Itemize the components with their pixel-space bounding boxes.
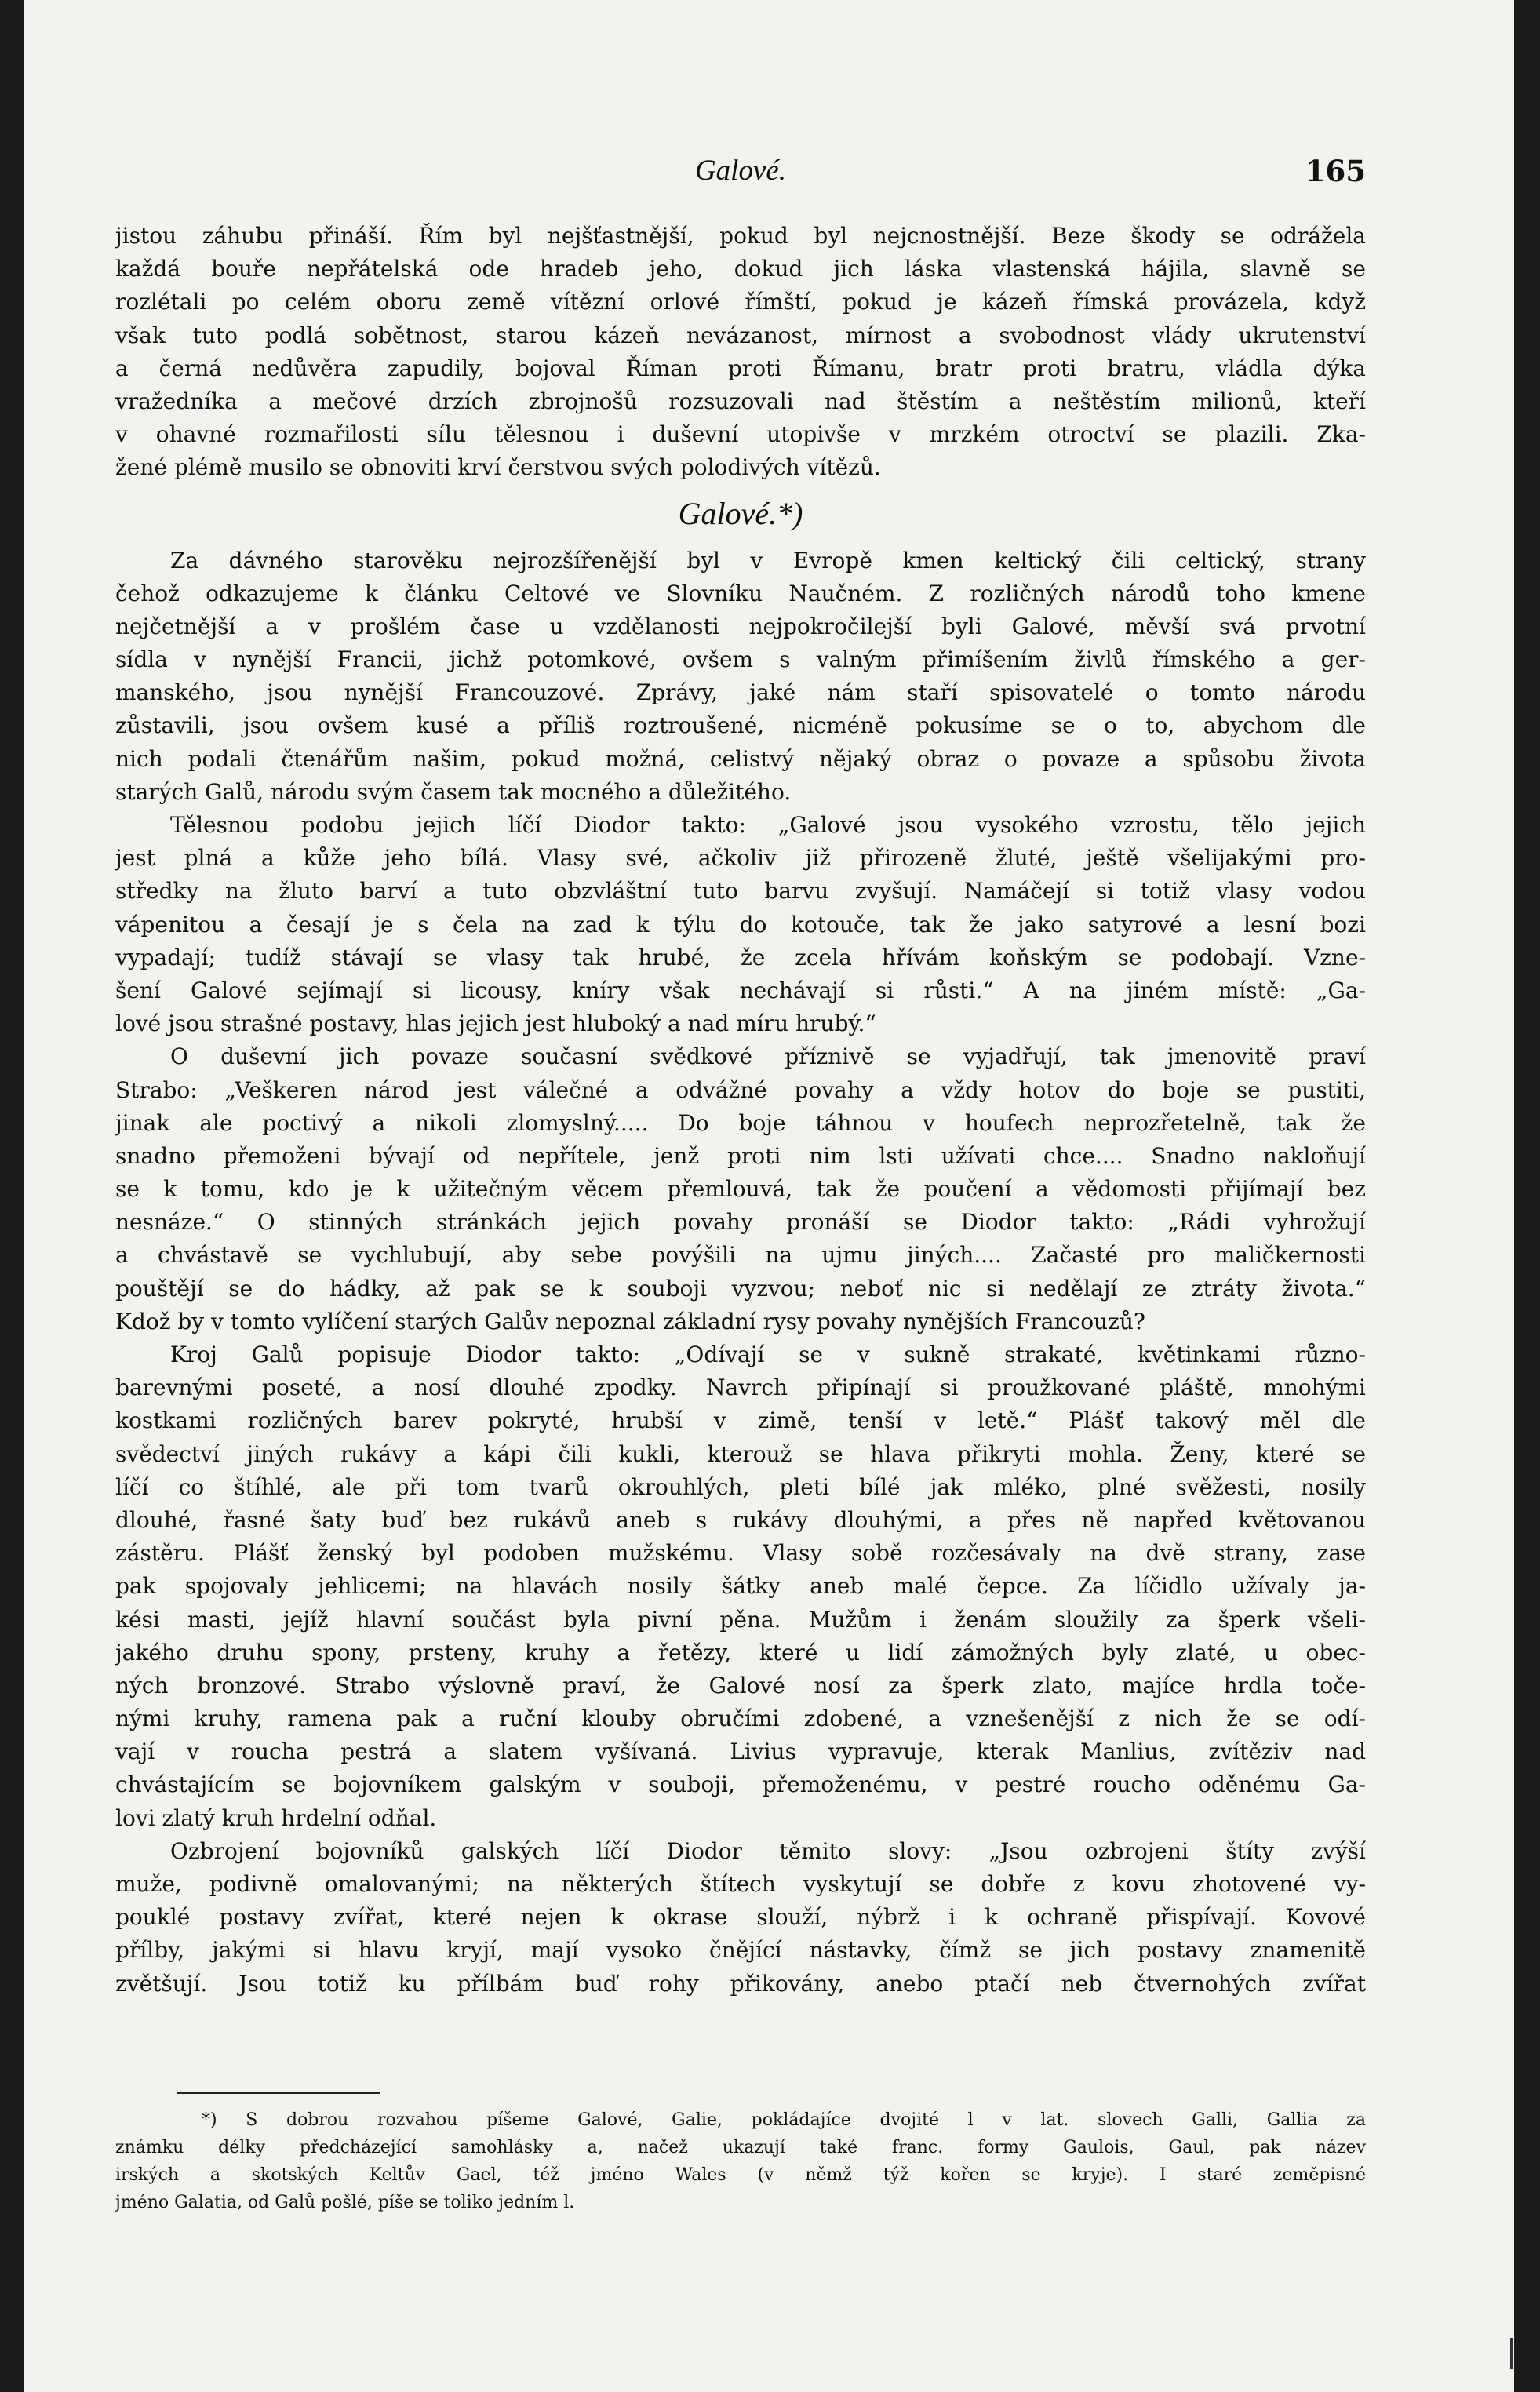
text-line: nejčetnější a v prošlém čase u vzdělanosti nejpokročilejší byli Galové, měvší svá prvotní [115, 613, 1366, 639]
text-line: Tělesnou podobu jejich líčí Diodor takto: „Galové jsou vysokého vzrostu, tělo jejich [170, 812, 1366, 838]
text-line: jinak ale poctivý a nikoli zlomyslný..... Do boje táhnou v houfech neprozřetelně, tak že [115, 1109, 1366, 1136]
scan-edge-mark [1510, 2338, 1513, 2369]
paragraph [115, 1338, 1366, 1835]
text-line: nesnáze.“ O stinných stránkách jejich povahy pronáší se Diodor takto: „Rádi vyhrožují [115, 1209, 1366, 1236]
page-number: 165 [1305, 154, 1366, 188]
paragraph [115, 1835, 1366, 2001]
text-line: snadno přemoženi bývají od nepřítele, jenž proti nim lsti užívati chce.... Snadno nakloňují [115, 1142, 1366, 1169]
text-line: manského, jsou nynější Francouzové. Zprávy, jaké nám staří spisovatelé o tomto národu [115, 679, 1366, 706]
text-line: vražedníka a mečové drzích zbrojnošů rozsuzovali nad štěstím a neštěstím milionů, kteří [115, 388, 1366, 414]
text-line: lové jsou strašné postavy, hlas jejich jest hluboký a nad míru hrubý.“ [115, 1010, 876, 1037]
text-line: rozlétali po celém oboru země vítězní orlové římští, pokud je kázeň římská provázela, když [115, 289, 1366, 315]
text-line: každá bouře nepřátelská ode hradeb jeho, dokud jich láska vlastenská hájila, slavně se [115, 256, 1366, 282]
text-line: barevnými poseté, a nosí dlouhé zpodky. Navrch připínají si proužkované pláště, mnohými [115, 1374, 1366, 1401]
text-line: lovi zlatý kruh hrdelní odňal. [115, 1804, 437, 1831]
text-line: pouklé postavy zvířat, které nejen k okrase slouží, nýbrž i k ochraně přispívají. Kovové [115, 1904, 1366, 1931]
text-line: svědectví jiných rukávy a kápi čili kukli, kterouž se hlava přikryti mohla. Ženy, které se [115, 1440, 1366, 1467]
text-line: však tuto podlá sobětnost, starou kázeň nevázanost, mírnost a svobodnost vlády ukrutenství [115, 322, 1366, 348]
text-line: zástěru. Plášť ženský byl podoben mužskému. Vlasy sobě rozčesávaly na dvě strany, zase [115, 1540, 1366, 1567]
book-page [24, 0, 1514, 2392]
footnote-line: jméno Galatia, od Galů pošlé, píše se toliko jedním l. [115, 2193, 575, 2212]
text-line: líčí co štíhlé, ale při tom tvarů okrouhlých, pleti bílé jak mléko, plné svěžesti, nosily [115, 1473, 1366, 1500]
running-title: Galové. [694, 155, 787, 187]
text-line: šení Galové sejímají si licousy, kníry však nechávají si růsti.“ A na jiném místě: „Ga- [115, 977, 1366, 1003]
text-line: starých Galů, národu svým časem tak mocného a důležitého. [115, 778, 792, 805]
text-line: Strabo: „Veškeren národ jest válečné a odvážné povahy a vždy hotov do boje se pustiti, [115, 1076, 1366, 1103]
section-heading: Galové.*) [678, 495, 803, 531]
text-line: se k tomu, kdo je k užitečným věcem přemlouvá, tak že poučení a vědomosti přijímají bez [115, 1176, 1366, 1203]
text-line: Kdož by v tomto vylíčení starých Galův nepoznal základní rysy povahy nynějších Francouzů? [115, 1308, 1145, 1334]
text-line: kostkami rozličných barev pokryté, hrubší v zimě, tenší v letě.“ Plášť takový měl dle [115, 1407, 1366, 1434]
text-line: vají v roucha pestrá a slatem vyšívaná. Livius vypravuje, kterak Manlius, zvítěziv nad [115, 1738, 1366, 1765]
footnote-line: irských a skotských Keltův Gael, též jméno Wales (v němž týž kořen se kryje). I staré zeměpisné [115, 2165, 1366, 2185]
text-line: jest plná a kůže jeho bílá. Vlasy své, ačkoliv již přirozeně žluté, ještě všelijakými pro- [115, 845, 1366, 872]
text-line: pak spojovaly jehlicemi; na hlavách nosily šátky aneb malé čepce. Za líčidlo užívaly ja- [115, 1573, 1366, 1600]
text-line: zůstavili, jsou ovšem kusé a příliš roztroušené, nicméně pokusíme se o to, abychom dle [115, 712, 1366, 739]
text-line: Ozbrojení bojovníků galských líčí Diodor těmito slovy: „Jsou ozbrojeni štíty zvýší [170, 1837, 1366, 1864]
text-line: Za dávného starověku nejrozšířenější byl v Evropě kmen keltický čili celtický, strany [170, 547, 1366, 573]
text-line: žené plémě musilo se obnoviti krví čerstvou svých polodivých vítězů. [115, 454, 881, 481]
footnote-rule [177, 2092, 380, 2094]
text-line: chvástajícím se bojovníkem galským v souboji, přemoženému, v pestré roucho oděnému Ga- [115, 1771, 1366, 1798]
paragraph [115, 1040, 1366, 1338]
text-line: čehož odkazujeme k článku Celtové ve Slovníku Naučném. Z rozličných národů toho kmene [115, 580, 1366, 606]
page-header [115, 154, 1366, 193]
text-line: Kroj Galů popisuje Diodor takto: „Odívají se v sukně strakaté, květinkami různo- [170, 1342, 1366, 1367]
body-text [115, 220, 1366, 2001]
text-line: a černá nedůvěra zapudily, bojoval Říman proti Římanu, bratr proti bratru, vládla dýka [115, 355, 1366, 381]
text-line: vápenitou a česají je s čela na zad k týlu do kotouče, tak že jako satyrové a lesní bozi [115, 911, 1366, 938]
text-line: kési masti, jejíž hlavní součást byla pivní pěna. Mužům i ženám sloužily za šperk všeli- [115, 1606, 1366, 1633]
text-line: přílby, jakými si hlavu kryjí, mají vysoko čnějící nástavky, čímž se jich postavy znamenitě [115, 1937, 1366, 1964]
intro-paragraph [115, 220, 1366, 485]
text-line: muže, podivně omalovanými; na některých štítech vyskytují se dobře z kovu zhotovené vy- [115, 1871, 1366, 1897]
text-line: vypadají; tudíž stávají se vlasy tak hrubé, že zcela hřívám koňským se podobají. Vzne- [115, 944, 1366, 970]
paragraph [115, 544, 1366, 810]
footnotes [115, 2106, 1366, 2216]
text-line: ných bronzové. Strabo výslovně praví, že Galové nosí za šperk zlato, majíce hrdla toče- [115, 1672, 1366, 1698]
footnote-line: *) S dobrou rozvahou píšeme Galové, Galie, pokládajíce dvojité l v lat. slovech Galli, Gallia za [202, 2110, 1366, 2130]
paragraph [115, 809, 1366, 1040]
text-line: nými kruhy, ramena pak a ruční klouby obručími zdobené, a vznešenější z nich že se odí- [115, 1706, 1366, 1732]
text-line: sídla v nynější Francii, jichž potomkové, ovšem s valným přimíšením živlů římského a ger- [115, 646, 1366, 673]
text-line: dlouhé, řasné šaty buď bez rukávů aneb s rukávy dlouhými, a přes ně napřed květovanou [115, 1506, 1366, 1533]
text-line: zvětšují. Jsou totiž ku přílbám buď rohy přikovány, anebo ptačí neb čtvernohých zvířat [115, 1970, 1366, 1997]
text-line: jistou záhubu přináší. Řím byl nejšťastnější, pokud byl nejcnostnější. Beze škody se odrážela [115, 223, 1366, 249]
text-line: O duševní jich povaze současní svědkové příznivě se vyjadřují, tak jmenovitě praví [170, 1043, 1366, 1070]
text-line: středky na žluto barví a tuto obzvláštní tuto barvu zvyšují. Namáčejí si totiž vlasy vodou [115, 878, 1366, 905]
text-line: nich podali čtenářům našim, pokud možná, celistvý nějaký obraz o povaze a spůsobu života [115, 745, 1366, 772]
text-line: pouštějí se do hádky, až pak se k souboji vyzvou; neboť nic si nedělají ze ztráty života.“ [115, 1275, 1366, 1302]
footnote-line: známku délky předcházející samohlásky a, načež ukazují také franc. formy Gaulois, Gaul, pak název [115, 2138, 1366, 2157]
text-line: jakého druhu spony, prsteny, kruhy a řetězy, které u lidí zámožných byly zlaté, u obec- [115, 1639, 1366, 1666]
text-line: a chvástavě se vychlubují, aby sebe povýšili na ujmu jiných.... Začasté pro maličkernosti [115, 1242, 1366, 1269]
text-line: v ohavné rozmařilosti sílu tělesnou i duševní utopivše v mrzkém otroctví se plazili. Zka- [115, 421, 1366, 448]
